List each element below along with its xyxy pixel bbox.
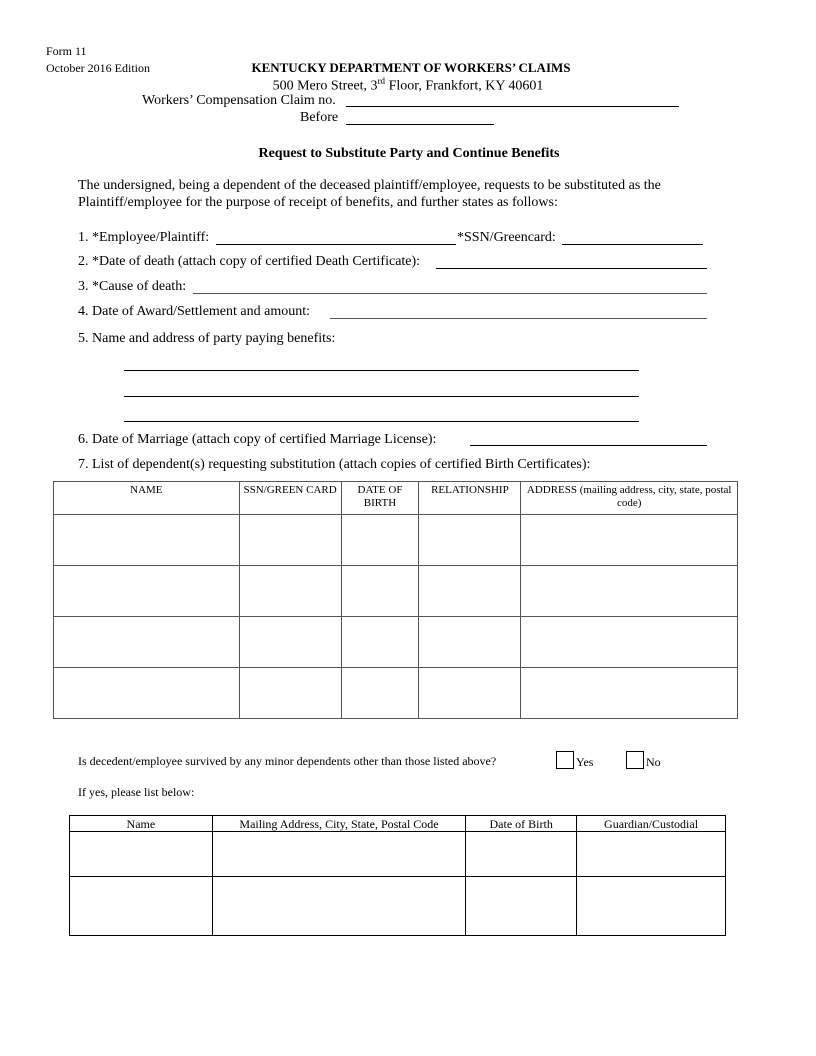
intro-line-2: Plaintiff/employee for the purpose of receipt of benefits, and further states as follows:	[78, 195, 558, 210]
col-date-of-birth-header: Date of Birth	[466, 816, 577, 832]
cause-of-death-field[interactable]	[193, 293, 707, 294]
page-title: Request to Substitute Party and Continue Benefits	[258, 146, 560, 161]
dependents-label: 7. List of dependent(s) requesting substitution (attach copies of certified Birth Certificates):	[78, 457, 591, 472]
table-cell[interactable]	[521, 515, 738, 566]
ssn-field[interactable]	[562, 244, 703, 245]
yes-checkbox[interactable]	[556, 751, 574, 769]
table-cell[interactable]	[70, 877, 213, 936]
dependents-table	[53, 481, 738, 719]
yes-option[interactable]	[556, 751, 593, 770]
col-mailing-address-header: Mailing Address, City, State, Postal Code	[212, 816, 466, 832]
table-cell[interactable]	[341, 515, 419, 566]
col-ssn-header: SSN/GREEN CARD	[239, 482, 341, 515]
if-yes-instruction: If yes, please list below:	[78, 785, 195, 799]
col-name-header: Name	[70, 816, 213, 832]
table-cell[interactable]	[54, 566, 240, 617]
before-label: Before	[300, 110, 339, 125]
claim-number-label: Workers’ Compensation Claim no.	[142, 93, 336, 108]
form-edition: October 2016 Edition	[46, 61, 150, 75]
table-cell[interactable]	[341, 566, 419, 617]
agency-name: KENTUCKY DEPARTMENT OF WORKERS’ CLAIMS	[251, 60, 571, 75]
payer-line-1[interactable]	[124, 370, 639, 371]
claim-number-field[interactable]	[346, 106, 679, 107]
intro-line-1: The undersigned, being a dependent of the deceased plaintiff/employee, requests to be substituted as the	[78, 178, 661, 193]
table-cell[interactable]	[466, 832, 577, 877]
no-checkbox[interactable]	[626, 751, 644, 769]
marriage-label: 6. Date of Marriage (attach copy of certified Marriage License):	[78, 432, 437, 447]
table-cell[interactable]	[239, 566, 341, 617]
table-cell[interactable]	[212, 832, 466, 877]
award-label: 4. Date of Award/Settlement and amount:	[78, 304, 310, 319]
table-cell[interactable]	[341, 668, 419, 719]
table-cell[interactable]	[239, 617, 341, 668]
table-cell[interactable]	[419, 668, 521, 719]
table-cell[interactable]	[419, 515, 521, 566]
agency-address: 500 Mero Street, 3rd Floor, Frankfort, KY 40601	[272, 76, 544, 94]
table-cell[interactable]	[419, 617, 521, 668]
table-cell[interactable]	[577, 877, 726, 936]
table-cell[interactable]	[54, 515, 240, 566]
before-field[interactable]	[346, 124, 494, 125]
col-dob-header: DATE OF BIRTH	[341, 482, 419, 515]
minor-dependents-table	[69, 815, 726, 936]
award-field[interactable]	[330, 318, 707, 319]
yes-label: Yes	[576, 755, 594, 769]
death-date-field[interactable]	[436, 268, 707, 269]
table-cell[interactable]	[341, 617, 419, 668]
table-cell[interactable]	[54, 668, 240, 719]
table-cell[interactable]	[70, 832, 213, 877]
cause-of-death-label: 3. *Cause of death:	[78, 279, 187, 294]
table-cell[interactable]	[521, 668, 738, 719]
table-row	[54, 617, 738, 668]
table-cell[interactable]	[54, 617, 240, 668]
payer-label: 5. Name and address of party paying benefits:	[78, 331, 336, 346]
col-name-header: NAME	[54, 482, 240, 515]
payer-line-2[interactable]	[124, 396, 639, 397]
table-cell[interactable]	[521, 617, 738, 668]
table-row	[54, 668, 738, 719]
table-cell[interactable]	[212, 877, 466, 936]
table-cell[interactable]	[521, 566, 738, 617]
table-row	[70, 832, 726, 877]
no-option[interactable]	[626, 751, 661, 770]
form-number: Form 11	[46, 44, 87, 58]
no-label: No	[646, 755, 661, 769]
col-relationship-header: RELATIONSHIP	[419, 482, 521, 515]
table-cell[interactable]	[239, 668, 341, 719]
table-row	[54, 566, 738, 617]
table-row	[54, 515, 738, 566]
employee-label: 1. *Employee/Plaintiff:	[78, 230, 210, 245]
table-row	[70, 877, 726, 936]
employee-field[interactable]	[216, 244, 456, 245]
table-cell[interactable]	[239, 515, 341, 566]
table-cell[interactable]	[419, 566, 521, 617]
marriage-field[interactable]	[470, 445, 707, 446]
table-cell[interactable]	[466, 877, 577, 936]
col-address-header: ADDRESS (mailing address, city, state, postal code)	[521, 482, 738, 515]
death-date-label: 2. *Date of death (attach copy of certified Death Certificate):	[78, 254, 421, 269]
col-guardian-header: Guardian/Custodial	[577, 816, 726, 832]
ssn-label: *SSN/Greencard:	[457, 230, 556, 245]
minor-dependents-question: Is decedent/employee survived by any minor dependents other than those listed above?	[78, 754, 497, 768]
payer-line-3[interactable]	[124, 421, 639, 422]
table-cell[interactable]	[577, 832, 726, 877]
